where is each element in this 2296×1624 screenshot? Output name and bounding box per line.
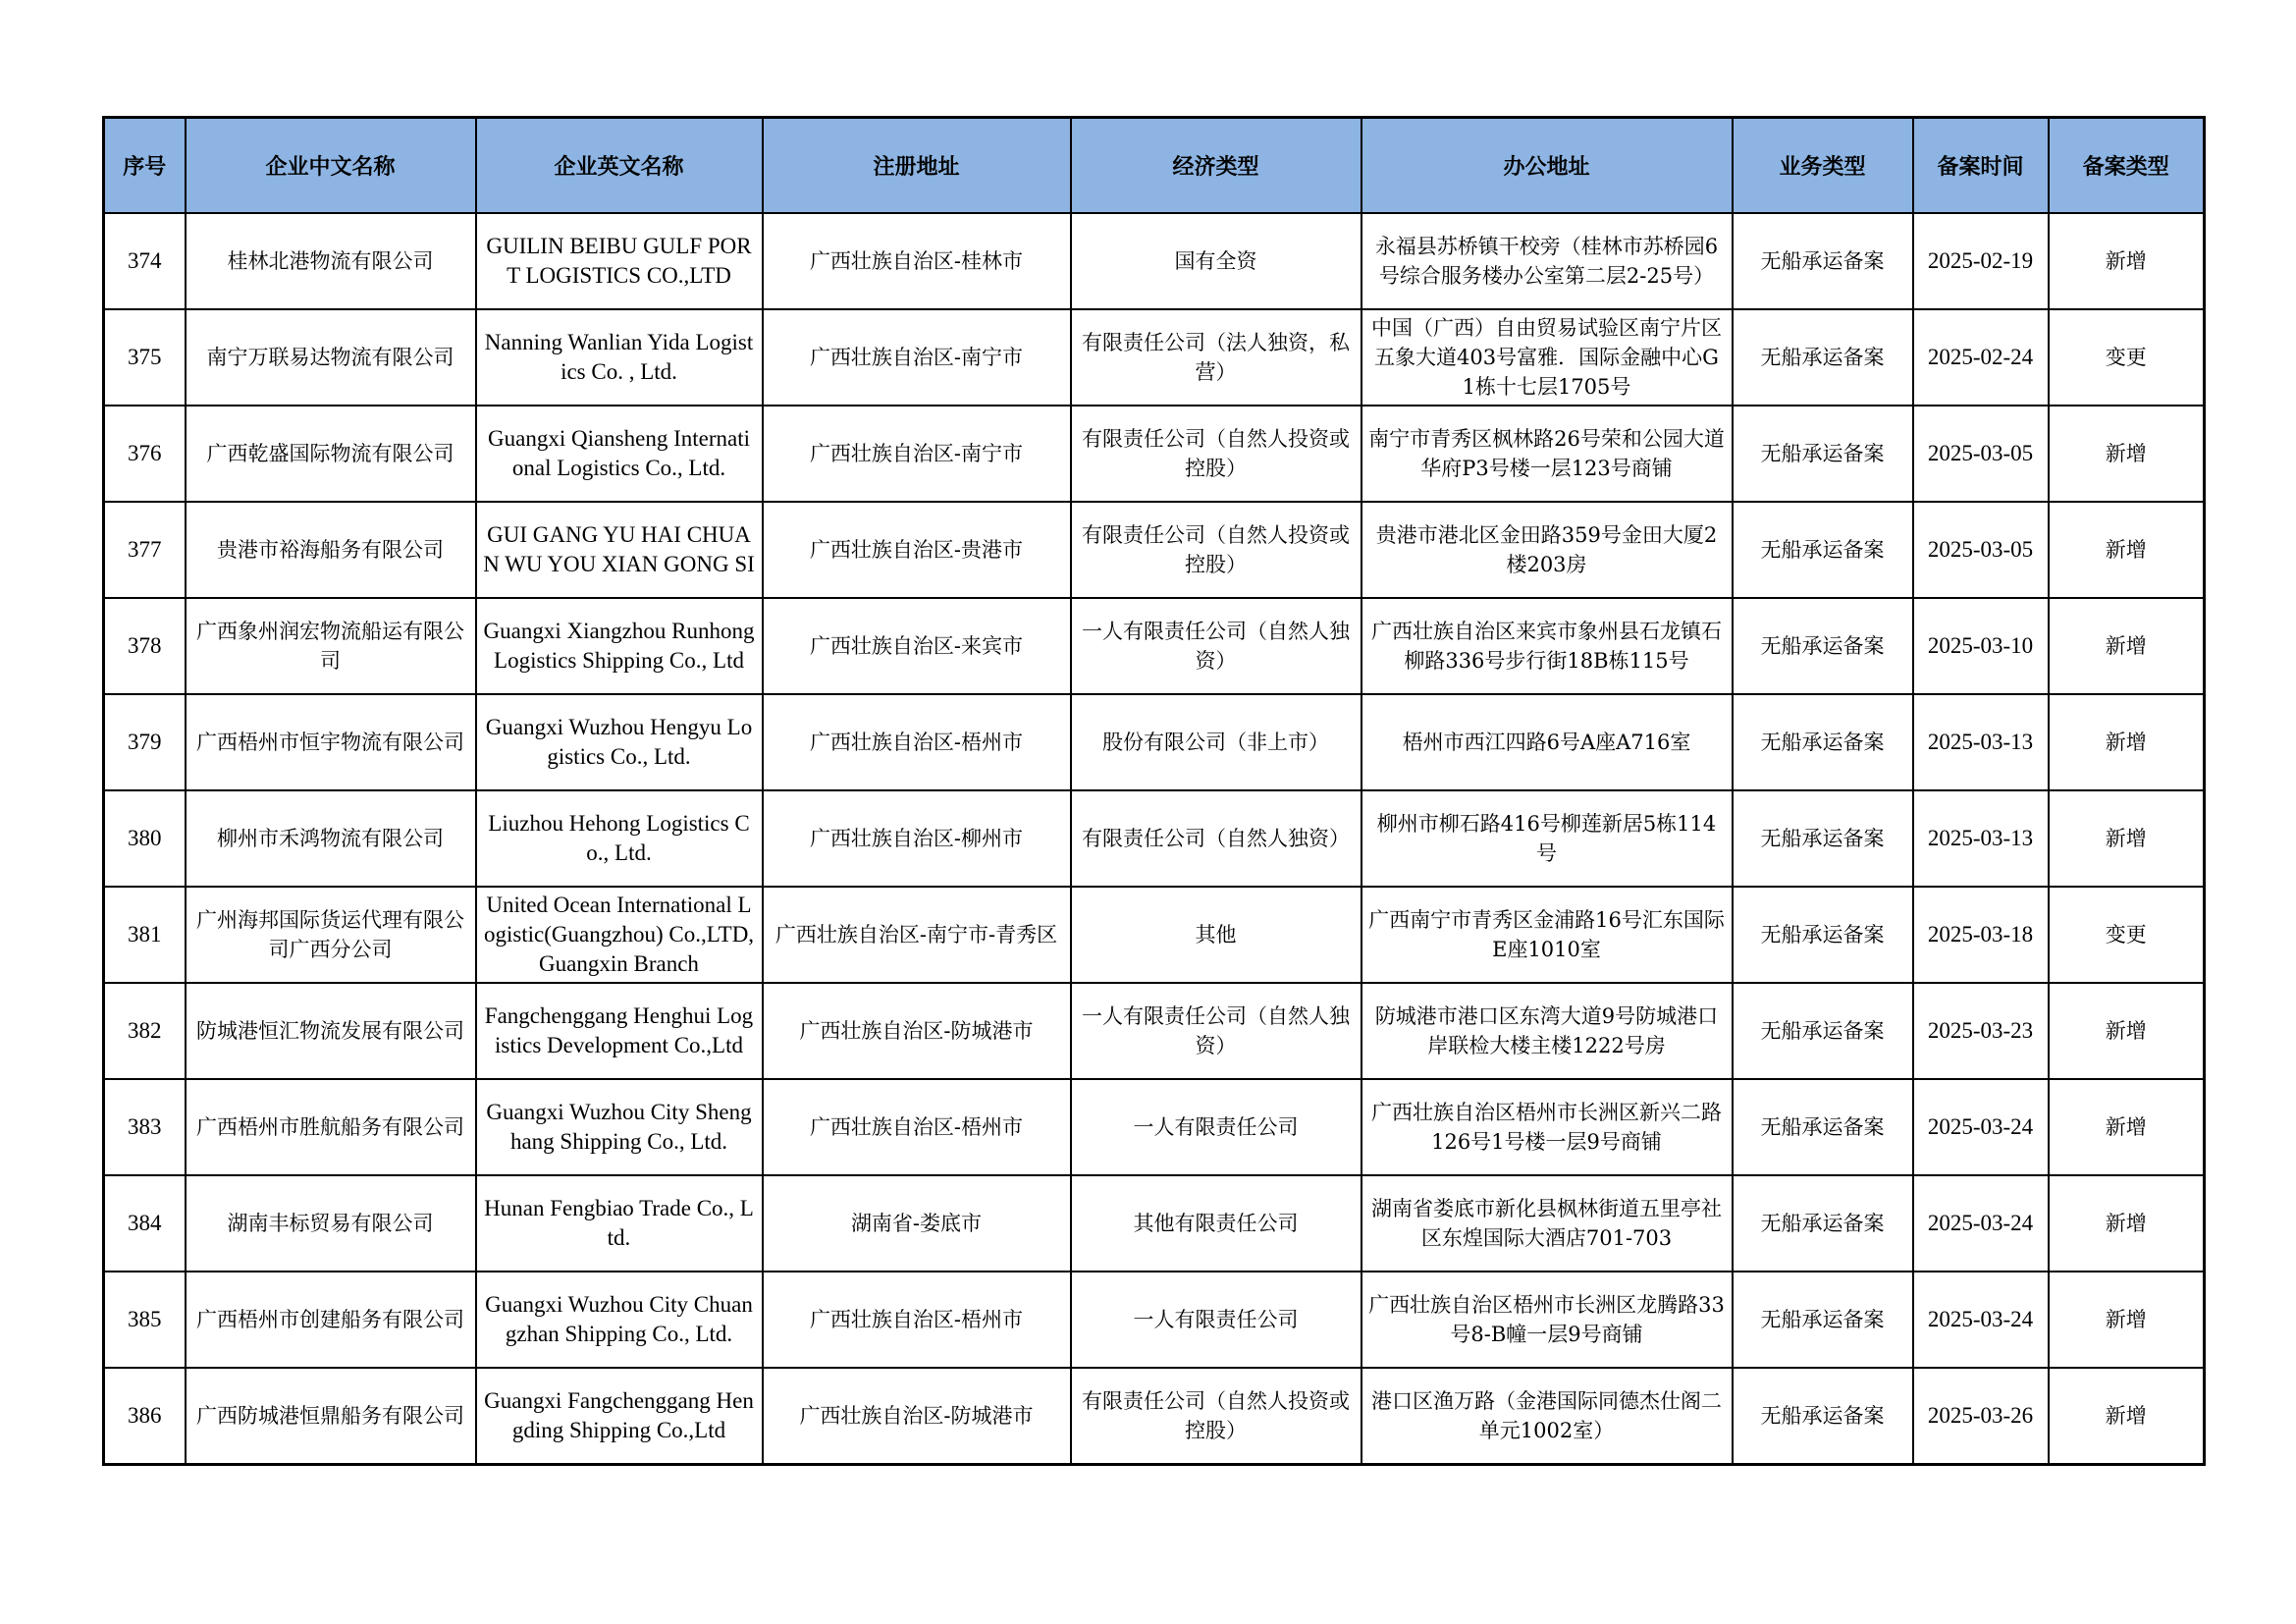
cell-cn-name: 贵港市裕海船务有限公司 <box>186 502 476 598</box>
cell-econ-type: 一人有限责任公司（自然人独资） <box>1071 598 1362 694</box>
cell-date: 2025-03-13 <box>1913 790 2049 887</box>
cell-office-addr: 贵港市港北区金田路359号金田大厦2楼203房 <box>1362 502 1733 598</box>
cell-biz-type: 无船承运备案 <box>1733 1079 1913 1175</box>
cell-reg-addr: 广西壮族自治区-梧州市 <box>763 694 1071 790</box>
cell-reg-addr: 广西壮族自治区-贵港市 <box>763 502 1071 598</box>
cell-date: 2025-03-18 <box>1913 887 2049 983</box>
header-cell-filing-type: 备案类型 <box>2049 118 2205 214</box>
cell-cn-name: 广西梧州市胜航船务有限公司 <box>186 1079 476 1175</box>
header-cell-reg-addr: 注册地址 <box>763 118 1071 214</box>
cell-no: 386 <box>104 1368 186 1465</box>
cell-biz-type: 无船承运备案 <box>1733 406 1913 502</box>
cell-cn-name: 广西梧州市创建船务有限公司 <box>186 1272 476 1368</box>
table-row <box>104 790 2205 887</box>
cell-filing-type: 新增 <box>2049 983 2205 1079</box>
cell-biz-type: 无船承运备案 <box>1733 309 1913 406</box>
header-cell-date: 备案时间 <box>1913 118 2049 214</box>
cell-cn-name: 广西象州润宏物流船运有限公司 <box>186 598 476 694</box>
cell-biz-type: 无船承运备案 <box>1733 1368 1913 1465</box>
table-body <box>104 213 2205 1465</box>
cell-filing-type: 新增 <box>2049 1272 2205 1368</box>
cell-en-name: Guangxi Fangchenggang Hengding Shipping Co.,Ltd <box>476 1368 763 1465</box>
cell-en-name: GUI GANG YU HAI CHUAN WU YOU XIAN GONG SI <box>476 502 763 598</box>
header-cell-econ-type: 经济类型 <box>1071 118 1362 214</box>
cell-reg-addr: 广西壮族自治区-南宁市-青秀区 <box>763 887 1071 983</box>
cell-econ-type: 有限责任公司（法人独资，私营） <box>1071 309 1362 406</box>
cell-reg-addr: 广西壮族自治区-梧州市 <box>763 1079 1071 1175</box>
table-row <box>104 983 2205 1079</box>
cell-office-addr: 广西壮族自治区梧州市长洲区新兴二路126号1号楼一层9号商铺 <box>1362 1079 1733 1175</box>
cell-reg-addr: 湖南省-娄底市 <box>763 1175 1071 1272</box>
cell-filing-type: 变更 <box>2049 309 2205 406</box>
cell-reg-addr: 广西壮族自治区-桂林市 <box>763 213 1071 309</box>
cell-office-addr: 广西壮族自治区梧州市长洲区龙腾路33号8-B幢一层9号商铺 <box>1362 1272 1733 1368</box>
table-row <box>104 598 2205 694</box>
cell-no: 375 <box>104 309 186 406</box>
table-row <box>104 1175 2205 1272</box>
cell-cn-name: 广西防城港恒鼎船务有限公司 <box>186 1368 476 1465</box>
cell-no: 376 <box>104 406 186 502</box>
cell-filing-type: 新增 <box>2049 694 2205 790</box>
header-cell-cn-name: 企业中文名称 <box>186 118 476 214</box>
cell-filing-type: 新增 <box>2049 790 2205 887</box>
cell-en-name: Nanning Wanlian Yida Logistics Co. , Ltd. <box>476 309 763 406</box>
cell-office-addr: 梧州市西江四路6号A座A716室 <box>1362 694 1733 790</box>
header-cell-no: 序号 <box>104 118 186 214</box>
cell-reg-addr: 广西壮族自治区-来宾市 <box>763 598 1071 694</box>
cell-econ-type: 有限责任公司（自然人独资） <box>1071 790 1362 887</box>
cell-office-addr: 柳州市柳石路416号柳莲新居5栋114号 <box>1362 790 1733 887</box>
cell-date: 2025-03-26 <box>1913 1368 2049 1465</box>
header-cell-en-name: 企业英文名称 <box>476 118 763 214</box>
cell-en-name: Guangxi Wuzhou Hengyu Logistics Co., Ltd. <box>476 694 763 790</box>
cell-econ-type: 其他 <box>1071 887 1362 983</box>
cell-en-name: Guangxi Xiangzhou Runhong Logistics Shipping Co., Ltd <box>476 598 763 694</box>
table-row <box>104 1368 2205 1465</box>
cell-reg-addr: 广西壮族自治区-防城港市 <box>763 983 1071 1079</box>
cell-en-name: Liuzhou Hehong Logistics Co., Ltd. <box>476 790 763 887</box>
cell-biz-type: 无船承运备案 <box>1733 887 1913 983</box>
cell-filing-type: 新增 <box>2049 502 2205 598</box>
cell-cn-name: 广西乾盛国际物流有限公司 <box>186 406 476 502</box>
filing-table-container <box>102 116 2203 1466</box>
cell-no: 378 <box>104 598 186 694</box>
cell-office-addr: 防城港市港口区东湾大道9号防城港口岸联检大楼主楼1222号房 <box>1362 983 1733 1079</box>
cell-en-name: United Ocean International Logistic(Guangzhou) Co.,LTD,Guangxin Branch <box>476 887 763 983</box>
cell-office-addr: 永福县苏桥镇干校旁（桂林市苏桥园6号综合服务楼办公室第二层2-25号） <box>1362 213 1733 309</box>
table-row <box>104 694 2205 790</box>
cell-biz-type: 无船承运备案 <box>1733 598 1913 694</box>
cell-en-name: Guangxi Wuzhou City Shenghang Shipping Co., Ltd. <box>476 1079 763 1175</box>
cell-biz-type: 无船承运备案 <box>1733 1272 1913 1368</box>
cell-date: 2025-02-19 <box>1913 213 2049 309</box>
cell-en-name: Guangxi Wuzhou City Chuangzhan Shipping Co., Ltd. <box>476 1272 763 1368</box>
table-row <box>104 887 2205 983</box>
cell-no: 381 <box>104 887 186 983</box>
cell-biz-type: 无船承运备案 <box>1733 790 1913 887</box>
cell-no: 383 <box>104 1079 186 1175</box>
cell-cn-name: 广州海邦国际货运代理有限公司广西分公司 <box>186 887 476 983</box>
cell-biz-type: 无船承运备案 <box>1733 502 1913 598</box>
cell-econ-type: 股份有限公司（非上市） <box>1071 694 1362 790</box>
cell-econ-type: 有限责任公司（自然人投资或控股） <box>1071 502 1362 598</box>
cell-econ-type: 有限责任公司（自然人投资或控股） <box>1071 406 1362 502</box>
cell-reg-addr: 广西壮族自治区-梧州市 <box>763 1272 1071 1368</box>
cell-econ-type: 有限责任公司（自然人投资或控股） <box>1071 1368 1362 1465</box>
cell-biz-type: 无船承运备案 <box>1733 983 1913 1079</box>
cell-reg-addr: 广西壮族自治区-南宁市 <box>763 309 1071 406</box>
cell-reg-addr: 广西壮族自治区-防城港市 <box>763 1368 1071 1465</box>
cell-date: 2025-03-23 <box>1913 983 2049 1079</box>
cell-date: 2025-03-10 <box>1913 598 2049 694</box>
cell-date: 2025-03-24 <box>1913 1079 2049 1175</box>
cell-no: 379 <box>104 694 186 790</box>
table-row <box>104 406 2205 502</box>
cell-cn-name: 桂林北港物流有限公司 <box>186 213 476 309</box>
cell-filing-type: 新增 <box>2049 1368 2205 1465</box>
cell-no: 377 <box>104 502 186 598</box>
filing-table <box>102 116 2206 1466</box>
table-row <box>104 309 2205 406</box>
cell-econ-type: 一人有限责任公司 <box>1071 1079 1362 1175</box>
cell-date: 2025-03-24 <box>1913 1175 2049 1272</box>
cell-filing-type: 变更 <box>2049 887 2205 983</box>
cell-date: 2025-03-13 <box>1913 694 2049 790</box>
table-row <box>104 1079 2205 1175</box>
cell-filing-type: 新增 <box>2049 213 2205 309</box>
cell-cn-name: 南宁万联易达物流有限公司 <box>186 309 476 406</box>
cell-filing-type: 新增 <box>2049 1079 2205 1175</box>
cell-office-addr: 港口区渔万路（金港国际同德杰仕阁二单元1002室） <box>1362 1368 1733 1465</box>
cell-cn-name: 广西梧州市恒宇物流有限公司 <box>186 694 476 790</box>
cell-reg-addr: 广西壮族自治区-南宁市 <box>763 406 1071 502</box>
cell-date: 2025-03-05 <box>1913 406 2049 502</box>
cell-date: 2025-02-24 <box>1913 309 2049 406</box>
cell-no: 385 <box>104 1272 186 1368</box>
table-row <box>104 213 2205 309</box>
cell-biz-type: 无船承运备案 <box>1733 213 1913 309</box>
cell-office-addr: 南宁市青秀区枫林路26号荣和公园大道华府P3号楼一层123号商铺 <box>1362 406 1733 502</box>
cell-econ-type: 一人有限责任公司 <box>1071 1272 1362 1368</box>
cell-filing-type: 新增 <box>2049 598 2205 694</box>
cell-econ-type: 国有全资 <box>1071 213 1362 309</box>
cell-biz-type: 无船承运备案 <box>1733 694 1913 790</box>
cell-date: 2025-03-24 <box>1913 1272 2049 1368</box>
cell-cn-name: 防城港恒汇物流发展有限公司 <box>186 983 476 1079</box>
cell-no: 384 <box>104 1175 186 1272</box>
header-cell-biz-type: 业务类型 <box>1733 118 1913 214</box>
cell-office-addr: 湖南省娄底市新化县枫林街道五里亭社区东煌国际大酒店701-703 <box>1362 1175 1733 1272</box>
cell-en-name: GUILIN BEIBU GULF PORT LOGISTICS CO.,LTD <box>476 213 763 309</box>
cell-cn-name: 湖南丰标贸易有限公司 <box>186 1175 476 1272</box>
table-row <box>104 1272 2205 1368</box>
cell-cn-name: 柳州市禾鸿物流有限公司 <box>186 790 476 887</box>
cell-econ-type: 一人有限责任公司（自然人独资） <box>1071 983 1362 1079</box>
cell-en-name: Hunan Fengbiao Trade Co., Ltd. <box>476 1175 763 1272</box>
cell-office-addr: 广西南宁市青秀区金浦路16号汇东国际E座1010室 <box>1362 887 1733 983</box>
cell-en-name: Guangxi Qiansheng International Logistics Co., Ltd. <box>476 406 763 502</box>
cell-no: 380 <box>104 790 186 887</box>
cell-date: 2025-03-05 <box>1913 502 2049 598</box>
cell-office-addr: 中国（广西）自由贸易试验区南宁片区五象大道403号富雅．国际金融中心G1栋十七层1705号 <box>1362 309 1733 406</box>
header-row <box>104 118 2205 214</box>
cell-en-name: Fangchenggang Henghui Logistics Development Co.,Ltd <box>476 983 763 1079</box>
cell-filing-type: 新增 <box>2049 406 2205 502</box>
header-cell-office-addr: 办公地址 <box>1362 118 1733 214</box>
cell-no: 382 <box>104 983 186 1079</box>
cell-econ-type: 其他有限责任公司 <box>1071 1175 1362 1272</box>
cell-biz-type: 无船承运备案 <box>1733 1175 1913 1272</box>
cell-no: 374 <box>104 213 186 309</box>
table-row <box>104 502 2205 598</box>
cell-filing-type: 新增 <box>2049 1175 2205 1272</box>
cell-office-addr: 广西壮族自治区来宾市象州县石龙镇石柳路336号步行街18B栋115号 <box>1362 598 1733 694</box>
cell-reg-addr: 广西壮族自治区-柳州市 <box>763 790 1071 887</box>
